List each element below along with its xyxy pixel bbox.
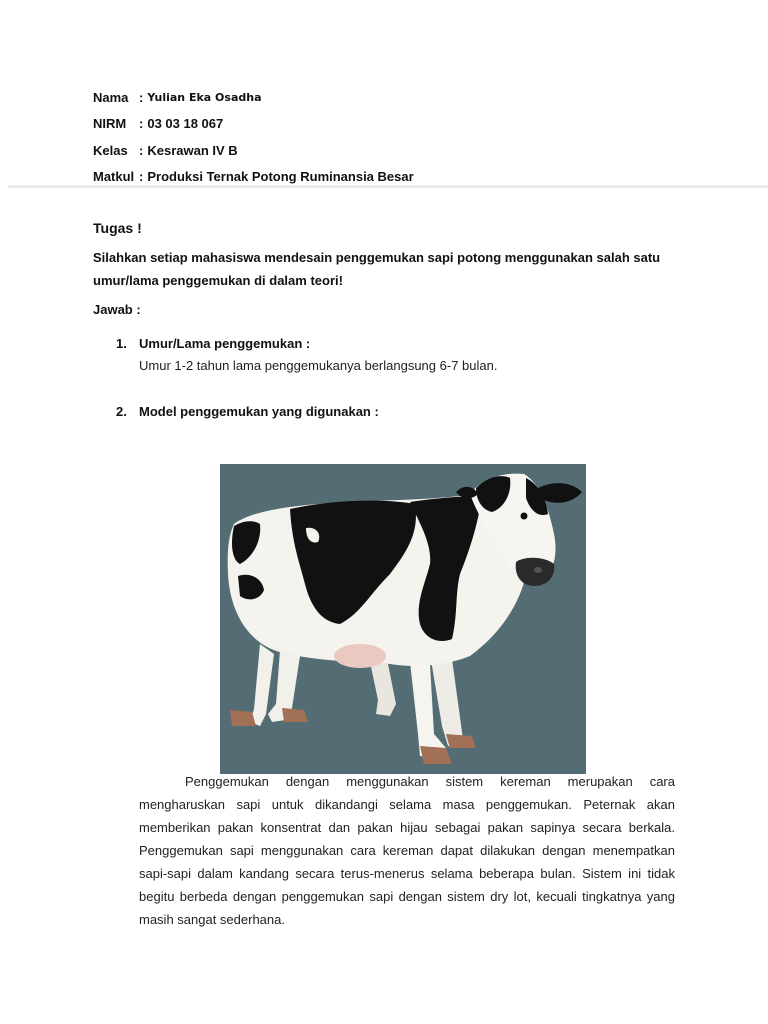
header-label-matkul: Matkul	[93, 169, 135, 185]
header-label-kelas: Kelas	[93, 142, 128, 158]
header-divider	[8, 185, 768, 188]
header-value-nama: Yulian Eka Osadha	[147, 90, 262, 104]
header-separator: :	[139, 116, 144, 132]
header-row-nama	[93, 84, 414, 111]
holstein-cow-illustration	[220, 464, 586, 774]
header-value-nirm: 03 03 18 067	[147, 116, 224, 132]
header-separator: :	[139, 142, 144, 158]
task-instruction: Silahkan setiap mahasiswa mendesain penggemukan sapi potong menggunakan salah satu umur/lama penggemukan di dalam teori!	[93, 250, 661, 288]
header-row-kelas	[93, 137, 414, 164]
task-title: Tugas !	[93, 220, 142, 236]
header-value-kelas: Kesrawan IV B	[147, 142, 238, 158]
header-label-nirm: NIRM	[93, 116, 127, 132]
header-label-nama: Nama	[93, 89, 129, 105]
item-number: 2.	[116, 404, 127, 419]
header-separator: :	[139, 169, 144, 185]
header-value-matkul: Produksi Ternak Potong Ruminansia Besar	[147, 169, 414, 185]
cow-image	[220, 464, 586, 774]
answer-label: Jawab :	[93, 302, 141, 317]
item-title: Umur/Lama penggemukan :	[139, 336, 311, 351]
answer-paragraph: Penggemukan dengan menggunakan sistem kereman merupakan cara mengharuskan sapi untuk dikandangi selama masa penggemukan. Peternak akan memberikan pakan konsentrat dan pakan hijau sebagai pakan sapinya secara berkala. Penggemukan sapi menggunakan cara kereman dapat dilakukan dengan menempatkan sapi-sapi dalam kandang secara terus-menerus selama beberapa bulan. Sistem ini tidak begitu berbeda dengan penggemukan sapi dengan sistem dry lot, kecuali tingkatnya yang masih sangat sederhana.	[139, 774, 675, 927]
item-title: Model penggemukan yang digunakan :	[139, 404, 379, 419]
header-separator: :	[139, 89, 144, 105]
item-number: 1.	[116, 336, 127, 351]
header-row-nirm	[93, 111, 414, 138]
identity-header	[93, 84, 414, 190]
item-description: Umur 1-2 tahun lama penggemukanya berlangsung 6-7 bulan.	[139, 358, 498, 373]
